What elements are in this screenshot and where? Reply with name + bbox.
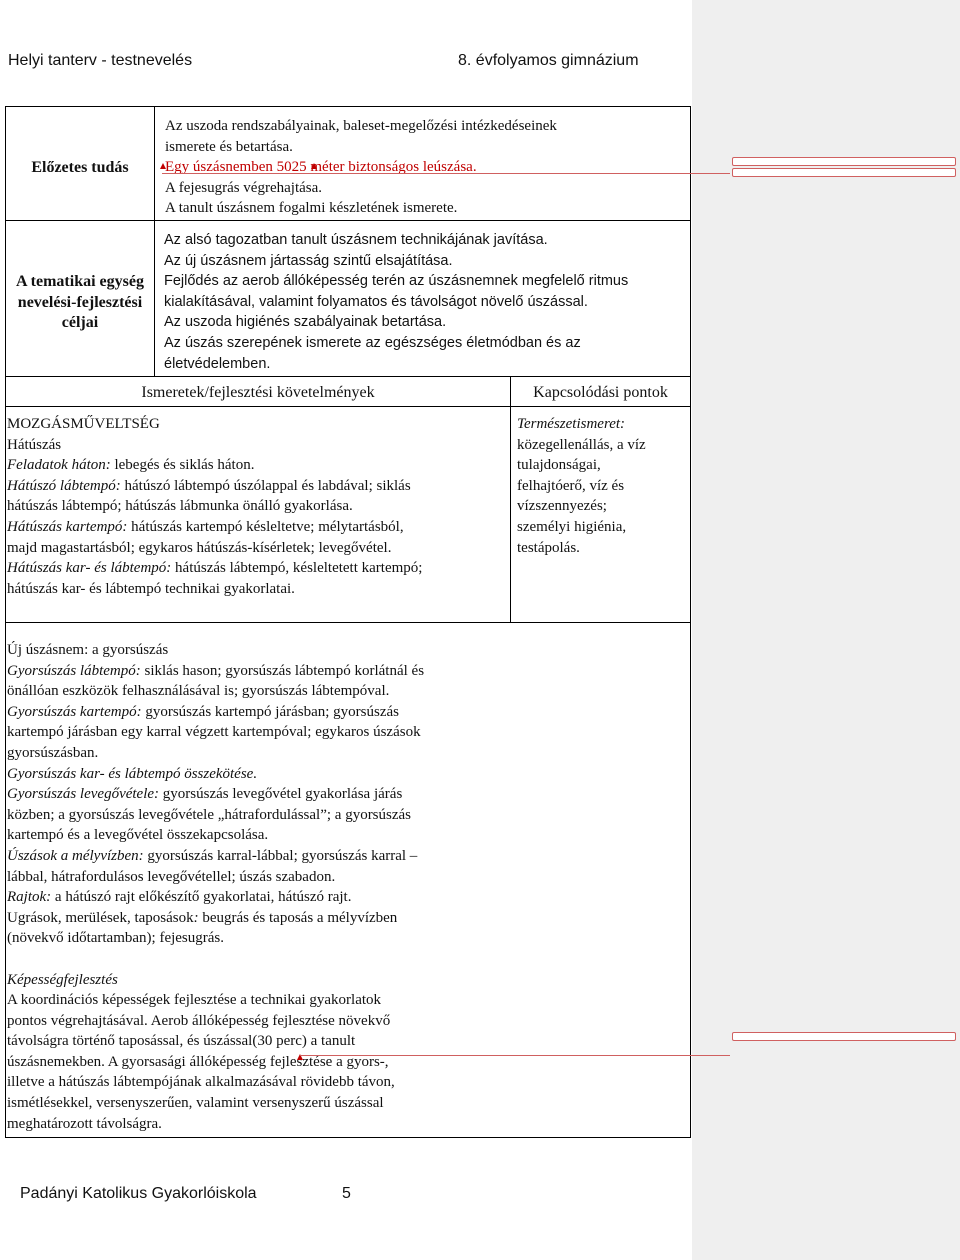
content-line: gyorsúszásban.	[7, 744, 99, 761]
comment-balloon[interactable]	[732, 168, 956, 177]
content-line: Képességfejlesztés	[7, 971, 118, 988]
content-line: hátúszás lábtempó; hátúszás lábmunka önálló gyakorlása.	[7, 498, 353, 515]
comment-margin-panel	[692, 0, 960, 1260]
page-number: 5	[342, 1185, 351, 1202]
content-line: (növekvő időtartamban); fejesugrás.	[7, 930, 225, 947]
content-line: Gyorsúszás kartempó: gyorsúszás kartempó járásban; gyorsúszás	[7, 703, 400, 720]
row-divider-1	[5, 220, 691, 221]
content-line: Hátúszó lábtempó: hátúszó lábtempó úszólappal és labdával; siklás	[7, 477, 411, 494]
column-head-links: Kapcsolódási pontok	[533, 384, 668, 401]
row-divider-3	[5, 406, 691, 407]
prior-knowledge-text: Az uszoda rendszabályainak, baleset-megelőzési intézkedéseinek ismerete és betartása. Egy úszásnemben 5025 méter biztonságos leúszása. A fejesugrás végrehajtása. A tanult úszásnem fogalmi készletének ismerete.	[165, 118, 557, 217]
comment-balloon[interactable]	[732, 1032, 956, 1041]
content-line: majd magastartásból; egykaros hátúszás-kísérletek; levegővétel.	[7, 539, 392, 556]
content-line: Ugrások, merülések, taposások: beugrás és taposás a mélyvízben	[7, 909, 398, 926]
content-line: hátúszás kar- és lábtempó technikai gyakorlatai.	[7, 580, 295, 597]
content-line: önállóan eszközök felhasználásával is; gyorsúszás lábtempóval.	[7, 683, 390, 700]
content-line: Új úszásnem: a gyorsúszás	[7, 642, 169, 658]
content-line: Hátúszás kar- és lábtempó: hátúszás lábtempó, késleltetett kartempó;	[7, 560, 423, 577]
content-line: ismétlésekkel, versenyszerűen, valamint versenyszerű úszással	[7, 1095, 384, 1112]
comment-connector	[162, 173, 730, 174]
content-line: A koordinációs képességek fejlesztése a technikai gyakorlatok	[7, 992, 382, 1009]
content-line: Úszások a mélyvízben: gyorsúszás karral-lábbal; gyorsúszás karral –	[7, 847, 418, 864]
freestyle-content	[7, 640, 424, 1134]
header-left: Helyi tanterv - testnevelés	[8, 52, 193, 69]
unit-goals-text: Az alsó tagozatban tanult úszásnem technikájának javítása. Az új úszásnem jártasság szintű elsajátítása. Fejlődés az aerob állóképesség terén az úszásnemnek megfelelő ritmus kialakításával, valamint folyamatos és távolságot növelő úszással. Az uszoda higiénés szabályainak betartása. Az úszás szerepének ismerete az egészséges életmódban és az életvédelemben.	[164, 232, 629, 372]
label-column-rule	[154, 106, 155, 377]
content-line: Hátúszás kartempó: hátúszás kartempó késleltetve; mélytartásból,	[7, 518, 404, 535]
comment-balloon[interactable]	[732, 157, 956, 166]
content-line: úszásnemekben. A gyorsasági állóképesség fejlesztése a gyors-,	[7, 1053, 389, 1070]
content-line: MOZGÁSMŰVELTSÉG	[7, 416, 160, 432]
revision-marker	[311, 163, 317, 169]
content-line: pontos végrehajtásával. Aerob állóképesség fejlesztése növekvő	[7, 1012, 391, 1029]
links-column-rule	[510, 376, 511, 623]
content-line: Gyorsúszás kar- és lábtempó összekötése.	[7, 765, 258, 782]
table-bottom-rule	[5, 1137, 691, 1138]
label-prior-knowledge: Előzetes tudás	[31, 159, 129, 176]
content-line: Rajtok: a hátúszó rajt előkészítő gyakorlatai, hátúszó rajt.	[7, 889, 352, 906]
content-line: Gyorsúszás lábtempó: siklás hason; gyorsúszás lábtempó korlátnál és	[7, 662, 425, 679]
backstroke-content	[7, 414, 422, 599]
content-line: közben; a gyorsúszás levegővétele „hátrafordulással”; a gyorsúszás	[7, 806, 412, 823]
content-line: távolságra történő taposással, és úszással(30 perc) a tanult	[7, 1033, 356, 1050]
content-split-rule	[5, 622, 691, 623]
content-line: Feladatok háton: lebegés és siklás háton.	[7, 457, 255, 474]
content-line: illetve a hátúszás lábtempójának alkalmazásával rövidebb távon,	[7, 1074, 395, 1091]
content-line: kartempó és a levegővétel összekapcsolása.	[7, 827, 269, 844]
header-right: 8. évfolyamos gimnázium	[458, 52, 639, 69]
footer-school: Padányi Katolikus Gyakorlóiskola	[20, 1185, 257, 1202]
content-line	[7, 949, 424, 970]
content-line: Hátúszás	[7, 436, 62, 453]
label-unit-goals: A tematikai egység nevelési-fejlesztési céljai	[16, 273, 144, 331]
content-line: meghatározott távolságra.	[7, 1115, 162, 1132]
content-line: kartempó járásban egy karral végzett kartempóval; egykaros úszások	[7, 724, 421, 741]
content-line: Gyorsúszás levegővétele: gyorsúszás levegővétel gyakorlása járás	[7, 786, 403, 803]
revision-marker	[160, 163, 166, 169]
row-divider-2	[5, 376, 691, 377]
links-content: Természetismeret: közegellenállás, a víz tulajdonságai, felhajtóerő, víz és vízszennyezés; személyi higiénia, testápolás.	[517, 416, 646, 556]
column-head-knowledge: Ismeretek/fejlesztési követelmények	[141, 384, 375, 401]
table-top-rule	[5, 106, 691, 107]
comment-connector	[300, 1055, 730, 1056]
content-line: lábbal, hátrafordulásos levegővétellel; úszás szabadon.	[7, 868, 336, 885]
